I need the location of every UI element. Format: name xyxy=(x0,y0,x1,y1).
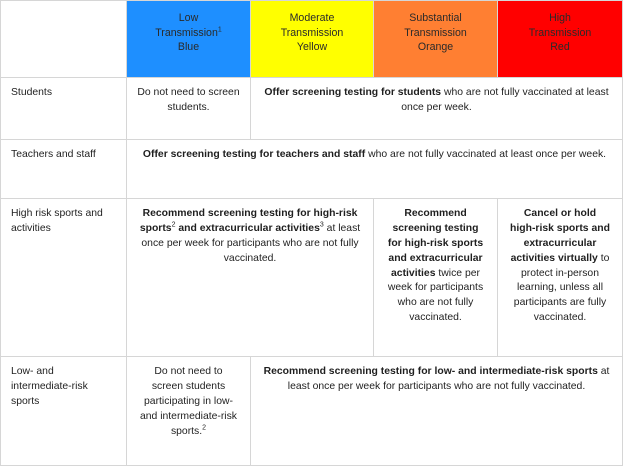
teachers-offer-bold: Offer screening testing for teachers and staff xyxy=(142,149,366,160)
row-label-students: Students xyxy=(1,78,127,140)
table-row xyxy=(1,199,623,357)
teachers-all-levels-cell xyxy=(127,140,623,199)
header-low-line3: Blue xyxy=(177,41,200,54)
header-substantial-line3: Orange xyxy=(417,41,454,54)
header-moderate-line2: Transmission xyxy=(280,26,344,39)
high-risk-sub-bold: Recommend screening testing for high-risk sports and extracurricular activities xyxy=(387,208,484,279)
low-int-low-cell xyxy=(127,357,251,466)
header-low-line2: Transmission xyxy=(155,26,218,39)
header-row xyxy=(1,1,623,78)
students-low-cell xyxy=(127,78,251,140)
header-substantial-line2: Transmission xyxy=(404,26,467,39)
students-low-text: Do not need to screen students. xyxy=(137,87,240,113)
low-int-recommend-bold: Recommend screening testing for low- and intermediate-risk sports xyxy=(263,366,598,377)
header-low-transmission xyxy=(127,1,251,78)
table-row xyxy=(1,78,623,140)
row-label-low-intermediate: Low- and intermediate-risk sports xyxy=(1,357,127,466)
high-risk-lm-rest: at least once per week for participants who are not fully vaccinated. xyxy=(141,222,361,264)
header-high-line2: Transmission xyxy=(528,26,592,39)
low-int-recommend-rest: at least once per week for participants who are not fully vaccinated. xyxy=(287,366,610,392)
high-risk-lm-footnote1: 2 xyxy=(171,221,176,229)
high-risk-lm-footnote2: 3 xyxy=(319,221,324,229)
header-high-transmission xyxy=(498,1,623,78)
header-substantial-transmission xyxy=(374,1,498,78)
low-int-footnote: 2 xyxy=(202,424,207,432)
high-risk-lm-bold2: and extracurricular activities xyxy=(175,222,320,234)
header-high-line3: Red xyxy=(550,41,570,54)
high-risk-substantial-cell xyxy=(374,199,498,357)
table-row xyxy=(1,140,623,199)
high-risk-high-bold: Cancel or hold high-risk sports and extracurricular activities virtually xyxy=(510,208,610,264)
header-moderate-line1: Moderate xyxy=(289,12,335,24)
low-int-moderate-to-high-cell xyxy=(251,357,623,466)
low-int-low-text: Do not need to screen students participating in low- and intermediate-risk sports. xyxy=(139,366,238,437)
students-offer-rest: who are not fully vaccinated at least once per week. xyxy=(401,87,609,113)
header-moderate-line3: Yellow xyxy=(296,41,328,54)
header-blank-cell xyxy=(1,1,127,78)
row-label-teachers: Teachers and staff xyxy=(1,140,127,199)
high-risk-lm-bold1: Recommend screening testing for high-risk sports xyxy=(139,208,358,234)
high-risk-high-rest: to protect in-person learning, unless all participants are fully vaccinated. xyxy=(513,252,610,324)
header-low-footnote: 1 xyxy=(217,26,222,34)
teachers-offer-rest: who are not fully vaccinated at least once per week. xyxy=(365,149,607,160)
header-substantial-line1: Substantial xyxy=(409,12,462,24)
high-risk-high-cell xyxy=(498,199,623,357)
high-risk-sub-rest: twice per week for participants who are not fully vaccinated. xyxy=(387,267,484,324)
header-moderate-transmission xyxy=(251,1,374,78)
students-moderate-to-high-cell xyxy=(251,78,623,140)
table-row xyxy=(1,357,623,466)
header-low-line1: Low xyxy=(178,12,199,24)
header-high-line1: High xyxy=(549,12,571,24)
row-label-high-risk: High risk sports and activities xyxy=(1,199,127,357)
students-offer-bold: Offer screening testing for students xyxy=(264,87,442,98)
high-risk-low-moderate-cell xyxy=(127,199,374,357)
